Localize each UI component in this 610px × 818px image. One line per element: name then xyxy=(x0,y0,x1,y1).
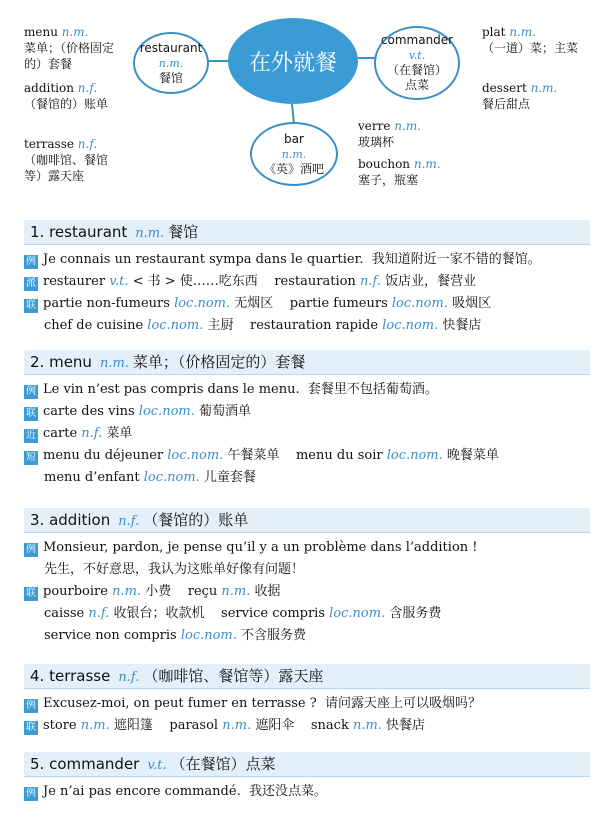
entry-headword: 5. commander xyxy=(30,755,140,773)
entry-line xyxy=(24,625,590,647)
entry-line xyxy=(24,467,590,489)
line-tag-badge: 例 xyxy=(26,700,36,711)
entry-definition: （咖啡馆、餐馆等）露天座 xyxy=(143,667,324,685)
entry-section xyxy=(24,752,590,803)
entry-section xyxy=(24,664,590,737)
entry-line xyxy=(24,581,590,603)
entry-header xyxy=(24,752,590,777)
pos-label: loc.nom. xyxy=(167,448,224,463)
line-text: 午餐菜单 menu du soir xyxy=(223,448,387,463)
entry-line xyxy=(24,603,590,625)
line-tag-badge: 联 xyxy=(26,300,36,311)
line-text: partie non-fumeurs xyxy=(43,296,175,311)
line-text: Je connais un restaurant sympa dans le quartier. 我知道附近一家不错的餐馆。 xyxy=(43,252,541,267)
line-tag-badge: 派 xyxy=(26,278,36,289)
pos-label: loc.nom. xyxy=(391,296,448,311)
line-text: service non compris xyxy=(44,628,181,643)
mindmap-under-bouchon: bouchon n.m. 塞子，瓶塞 xyxy=(358,157,441,187)
entry-line xyxy=(24,379,590,401)
bubble-commander: commander v.t. （在餐馆） 点菜 xyxy=(374,26,460,100)
entry-header xyxy=(24,220,590,245)
entry-header xyxy=(24,508,590,533)
entry-line xyxy=(24,781,590,803)
pos-label: n.m. xyxy=(222,718,252,733)
pos-label: n.m. xyxy=(352,718,382,733)
entry-line xyxy=(24,423,590,445)
entry-line xyxy=(24,559,590,581)
entry-line xyxy=(24,693,590,715)
line-tag-badge: 例 xyxy=(26,788,36,799)
entry-header xyxy=(24,664,590,689)
line-text: 饭店业，餐营业 xyxy=(380,274,477,289)
entry-definition: （餐馆的）账单 xyxy=(143,511,249,529)
entry-headword: 4. terrasse xyxy=(30,667,111,685)
entry-line xyxy=(24,249,590,271)
line-text: 收银台；收款机 service compris xyxy=(109,606,330,621)
entry-headword: 2. menu xyxy=(30,353,92,371)
line-tag-badge: 联 xyxy=(26,722,36,733)
line-text: menu du déjeuner xyxy=(43,448,168,463)
line-text: Je n’ai pas encore commandé. 我还没点菜。 xyxy=(43,784,327,799)
entry-line xyxy=(24,315,590,337)
pos-label: n.f. xyxy=(81,426,103,441)
pos-label: v.t. xyxy=(109,274,129,289)
pos-label: n.m. xyxy=(221,584,251,599)
entry-definition: 餐馆 xyxy=(168,223,199,241)
line-text: 先生，不好意思，我认为这账单好像有问题！ xyxy=(44,562,305,577)
pos-label: loc.nom. xyxy=(329,606,386,621)
bubble-bar: bar n.m. 《英》酒吧 xyxy=(250,122,338,186)
line-text: 晚餐菜单 xyxy=(442,448,499,463)
mindmap-left-addition: addition n.f. （餐馆的）账单 xyxy=(24,81,109,111)
mindmap-left-menu: menu n.m. 菜单；（价格固定的）套餐 xyxy=(24,25,115,71)
mindmap-center: 在外就餐 xyxy=(228,18,358,104)
line-text: 儿童套餐 xyxy=(199,470,256,485)
pos-label: loc.nom. xyxy=(382,318,439,333)
entry-pos: n.m. xyxy=(99,356,129,371)
line-text: 快餐店 xyxy=(381,718,426,733)
line-text: Monsieur, pardon, je pense qu’il y a un problème dans l’addition ! xyxy=(43,540,478,555)
line-tag-badge: 例 xyxy=(26,544,36,555)
line-text: store xyxy=(43,718,81,733)
entry-line xyxy=(24,271,590,293)
line-text: menu d’enfant xyxy=(44,470,144,485)
pos-label: n.f. xyxy=(359,274,381,289)
line-text: 菜单 xyxy=(102,426,133,441)
line-text: chef de cuisine xyxy=(44,318,148,333)
entry-section xyxy=(24,508,590,647)
line-text: 小费 reçu xyxy=(141,584,222,599)
line-text: carte des vins xyxy=(43,404,139,419)
entry-section xyxy=(24,220,590,337)
entry-pos: v.t. xyxy=(147,758,167,773)
mindmap-right-dessert: dessert n.m. 餐后甜点 xyxy=(482,81,558,111)
entry-line xyxy=(24,715,590,737)
line-tag-badge: 例 xyxy=(26,386,36,397)
bubble-restaurant: restaurant n.m. 餐馆 xyxy=(133,32,209,94)
mindmap-right-plat: plat n.m. （一道）菜；主菜 xyxy=(482,25,579,55)
mindmap-under-verre: verre n.m. 玻璃杯 xyxy=(358,119,422,149)
line-text: 葡萄酒单 xyxy=(194,404,251,419)
line-text: 收据 xyxy=(250,584,281,599)
pos-label: loc.nom. xyxy=(180,628,237,643)
entry-pos: n.m. xyxy=(135,226,165,241)
line-tag-badge: 联 xyxy=(26,588,36,599)
line-tag-badge: 近 xyxy=(26,430,36,441)
line-text: carte xyxy=(43,426,82,441)
line-text: 快餐店 xyxy=(438,318,482,333)
pos-label: loc.nom. xyxy=(174,296,231,311)
line-text: 遮阳伞 snack xyxy=(251,718,353,733)
line-tag-badge: 联 xyxy=(26,408,36,419)
line-text: 含服务费 xyxy=(385,606,442,621)
line-text: restaurer xyxy=(43,274,110,289)
entry-pos: n.f. xyxy=(118,514,140,529)
pos-label: n.m. xyxy=(80,718,110,733)
entry-pos: n.f. xyxy=(118,670,140,685)
pos-label: loc.nom. xyxy=(143,470,200,485)
line-tag-badge: 短 xyxy=(26,452,36,463)
line-text: 不含服务费 xyxy=(236,628,307,643)
pos-label: loc.nom. xyxy=(386,448,443,463)
line-text: Le vin n’est pas compris dans le menu. 套餐里不包括葡萄酒。 xyxy=(43,382,438,397)
entry-definition: （在餐馆）点菜 xyxy=(170,755,276,773)
entry-line xyxy=(24,401,590,423)
entry-line xyxy=(24,445,590,467)
line-text: < 书 > 使……吃东西 restauration xyxy=(128,274,360,289)
mindmap-left-terrasse: terrasse n.f. （咖啡馆、餐馆等）露天座 xyxy=(24,137,109,183)
pos-label: n.f. xyxy=(88,606,110,621)
line-text: 遮阳篷 parasol xyxy=(109,718,223,733)
pos-label: loc.nom. xyxy=(138,404,195,419)
line-text: Excusez-moi, on peut fumer en terrasse ? 请问露天座上可以吸烟吗？ xyxy=(43,696,481,711)
entry-headword: 3. addition xyxy=(30,511,111,529)
pos-label: loc.nom. xyxy=(147,318,204,333)
line-text: pourboire xyxy=(43,584,113,599)
line-text: 无烟区 partie fumeurs xyxy=(230,296,392,311)
entry-line xyxy=(24,537,590,559)
pos-label: n.m. xyxy=(112,584,142,599)
entry-definition: 菜单；（价格固定的）套餐 xyxy=(132,353,306,371)
line-text: caisse xyxy=(44,606,89,621)
entry-line xyxy=(24,293,590,315)
entry-section xyxy=(24,350,590,489)
entry-headword: 1. restaurant xyxy=(30,223,128,241)
line-tag-badge: 例 xyxy=(26,256,36,267)
line-text: 吸烟区 xyxy=(447,296,492,311)
line-text: 主厨 restauration rapide xyxy=(203,318,383,333)
entry-header xyxy=(24,350,590,375)
